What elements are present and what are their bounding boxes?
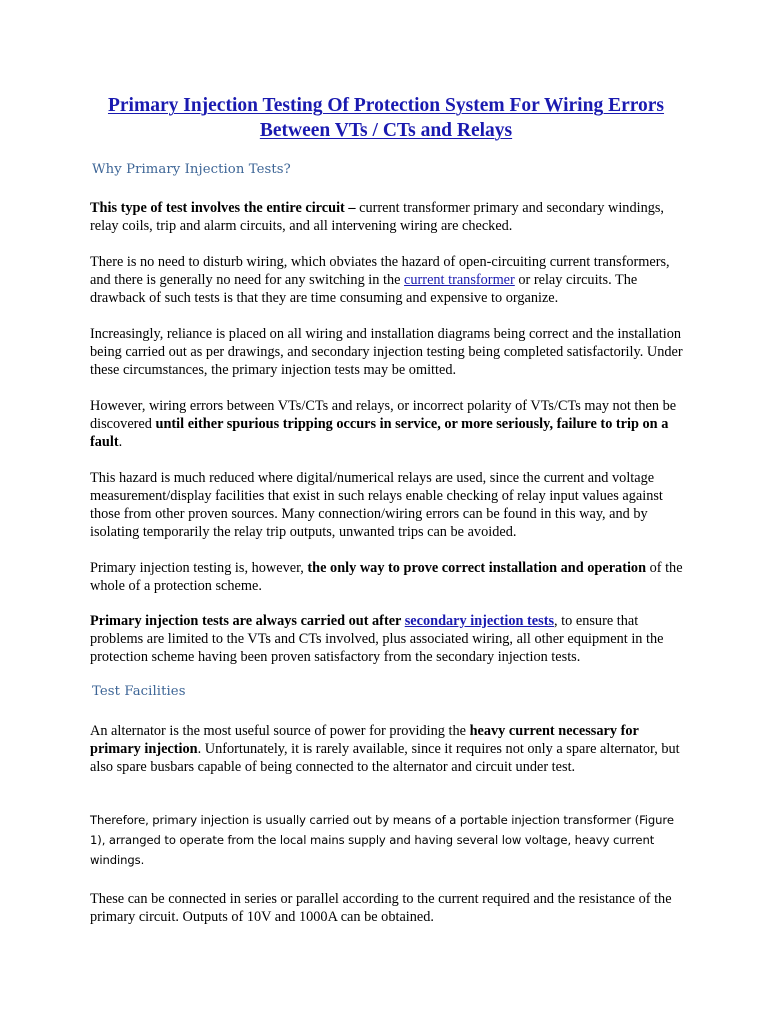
paragraph-digital-relays: This hazard is much reduced where digital/numerical relays are used, since the current and voltage measurement/display facilities that exist in such relays enable checking of relay input values against those from other proven sources. Many connection/wiring errors can be found in this way, and by isolating temporarily the relay trip outputs, unwanted trips can be avoided.: [90, 470, 663, 540]
link-current-transformer[interactable]: current transformer: [404, 272, 515, 288]
p2-text-b: or relay circuits. The drawback of such tests is that they are time consuming and expensive to organize.: [90, 272, 638, 306]
title-line-1: Primary Injection Testing Of Protection System For Wiring Errors: [107, 95, 665, 116]
link-secondary-injection-tests[interactable]: [405, 613, 554, 629]
document-page: [90, 0, 682, 1024]
paragraph-reliance-diagrams: Increasingly, reliance is placed on all wiring and installation diagrams being correct and the installation being carried out as per drawings, and secondary injection testing being completed satisfactorily. Under these circumstances, the primary injection tests may be omitted.: [90, 326, 683, 378]
p8-end: . Unfortunately, it is rarely available, since it requires not only a spare alternator, but also spare busbars capable of being connected to the alternator and circuit under test.: [90, 741, 680, 775]
paragraph-no-disturb-wiring: [90, 253, 685, 307]
p2-text-a: There is no need to disturb wiring, which obviates the hazard of open-circuiting current transformers, and there is generally no need for any switching in the: [90, 254, 670, 288]
paragraph-wiring-errors: [90, 397, 685, 451]
paragraph-entire-circuit: [90, 199, 685, 235]
paragraph-after-secondary: [90, 612, 685, 666]
p8-bold: heavy current necessary for primary injection: [90, 723, 639, 757]
p1-bold: This type of test involves the entire circuit –: [90, 200, 356, 216]
p1-text: current transformer primary and secondary windings, relay coils, trip and alarm circuits, and all intervening wiring are checked.: [90, 200, 665, 234]
p7-bold: Primary injection tests are always carried out after: [90, 613, 405, 629]
p8-text: An alternator is the most useful source of power for providing the: [90, 723, 470, 739]
title-line-2: Between VTs / CTs and Relays: [259, 120, 513, 141]
p7-link-text: secondary injection tests: [404, 613, 555, 629]
paragraph-only-way: [90, 559, 685, 595]
paragraph-portable-transformer: Therefore, primary injection is usually carried out by means of a portable injection transformer (Figure 1), arranged to operate from the local mains supply and having several low voltage, heavy current windings.: [90, 813, 674, 867]
paragraph-alternator: [90, 722, 685, 776]
p4-end: .: [118, 434, 123, 450]
p4-text: However, wiring errors between VTs/CTs and relays, or incorrect polarity of VTs/CTs may not then be discovered: [90, 398, 677, 432]
p6-end: of the whole of a protection scheme.: [90, 560, 683, 594]
p6-text: Primary injection testing is, however,: [90, 560, 308, 576]
document-title: [90, 93, 682, 143]
p6-bold: the only way to prove correct installation and operation: [307, 560, 647, 576]
heading-test-facilities: Test Facilities: [92, 684, 186, 699]
p7-text: , to ensure that problems are limited to the VTs and CTs involved, plus associated wiring, all other equipment in the protection scheme having been proven satisfactory from the secondary injection tests.: [90, 613, 664, 665]
p4-bold: until either spurious tripping occurs in service, or more seriously, failure to trip on a fault: [90, 416, 669, 450]
heading-why-primary-injection: Why Primary Injection Tests?: [92, 162, 291, 177]
paragraph-series-parallel: These can be connected in series or parallel according to the current required and the resistance of the primary circuit. Outputs of 10V and 1000A can be obtained.: [90, 891, 672, 925]
